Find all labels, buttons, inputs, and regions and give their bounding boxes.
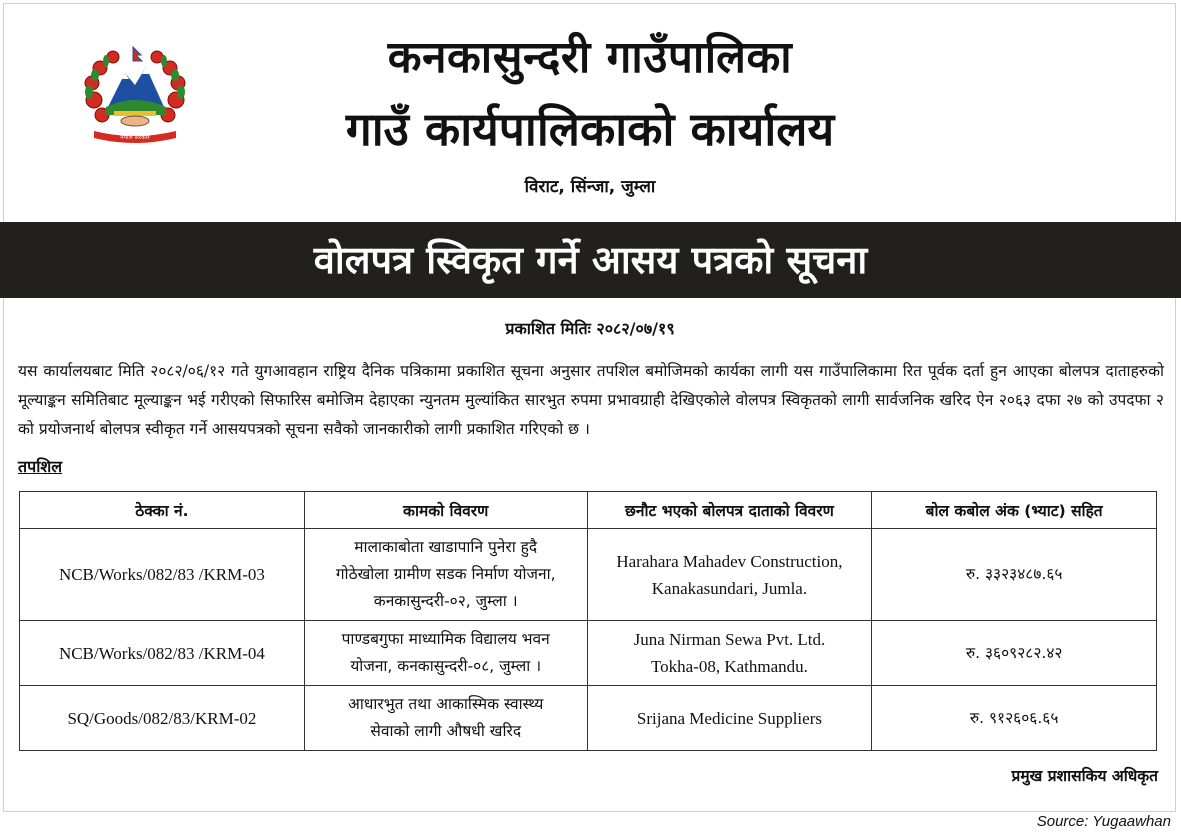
office-name: गाउँ कार्यपालिकाको कार्यालय (345, 102, 835, 156)
table-row (20, 686, 1157, 751)
svg-text:नेपाल सरकार: नेपाल सरकार (120, 134, 150, 141)
notice-title: वोलपत्र स्विकृत गर्ने आसय पत्रको सूचना (313, 238, 868, 282)
contract-no-cell: NCB/Works/082/83 /KRM-04 (20, 621, 305, 686)
bidder-line: Srijana Medicine Suppliers (636, 708, 822, 728)
bid-acceptance-table (19, 491, 1157, 751)
contract-no-cell: SQ/Goods/082/83/KRM-02 (20, 686, 305, 751)
published-date: प्रकाशित मितिः २०८२/०७/१९ (505, 319, 675, 338)
work-line: गोठेखोला ग्रामीण सडक निर्माण योजना, (335, 565, 556, 583)
work-description-cell (304, 621, 587, 686)
work-description-cell (304, 529, 587, 621)
bidder-line: Tokha-08, Kathmandu. (650, 657, 808, 676)
header-work-description: कामको विवरण (304, 492, 587, 529)
work-description-cell (304, 686, 587, 751)
work-line: मालाकाबोता खाडापानि पुनेरा हुदै (354, 538, 538, 556)
bidder-cell (587, 686, 872, 751)
signatory-title: प्रमुख प्रशासकिय अधिकृत (1011, 767, 1158, 785)
header-bid-amount: बोल कबोल अंक (भ्याट) सहित (872, 492, 1157, 529)
work-line: आधारभुत तथा आकास्मिक स्वास्थ्य (348, 695, 544, 713)
details-heading: तपशिल (18, 457, 63, 476)
amount-cell: रु. ३३२३४८७.६५ (872, 529, 1157, 621)
work-line: कनकासुन्दरी-०२, जुम्ला । (373, 592, 518, 610)
header-bidder-details: छनौट भएको बोलपत्र दाताको विवरण (587, 492, 872, 529)
bidder-cell (587, 621, 872, 686)
work-line: पाण्डबगुफा माध्यामिक विद्यालय भवन (341, 630, 550, 648)
source-credit: Source: Yugaawhan (1036, 813, 1171, 830)
office-address: विराट, सिंन्जा, जुम्ला (524, 177, 656, 197)
table-header-row (20, 492, 1157, 529)
bidder-line: Kanakasundari, Jumla. (651, 578, 808, 598)
municipality-name: कनकासुन्दरी गाउँपालिका (387, 32, 793, 83)
bidder-line: Juna Nirman Sewa Pvt. Ltd. (633, 630, 826, 649)
notice-title-banner (0, 222, 1181, 298)
work-line: योजना, कनकासुन्दरी-०८, जुम्ला । (350, 657, 542, 675)
amount-cell: रु. ९१२६०६.६५ (872, 686, 1157, 751)
table-row (20, 621, 1157, 686)
bidder-line: Harahara Mahadev Construction, (616, 551, 843, 571)
header-contract-no: ठेक्का नं. (20, 492, 305, 529)
amount-cell: रु. ३६०९२८२.४२ (872, 621, 1157, 686)
table-row (20, 529, 1157, 621)
nepal-government-emblem-icon (80, 45, 190, 145)
work-line: सेवाको लागी औषधी खरिद (370, 722, 522, 740)
contract-no-cell: NCB/Works/082/83 /KRM-03 (20, 529, 305, 621)
bidder-cell (587, 529, 872, 621)
notice-body: यस कार्यालयबाट मिति २०८२/०६/१२ गते युगआवहान राष्ट्रिय दैनिक पत्रिकामा प्रकाशित सूचना अनुसार तपशिल बमोजिमको कार्यका लागी यस गाउँपालिकामा रित पूर्वक दर्ता हुन आएका बोलपत्र दाताहरुको मूल्याङ्कन समितिबाट मूल्याङ्कन भई गरीएको सिफारिस बमोजिम देहाएका न्युनतम मुल्यांकित सारभुत रुपमा प्रभावग्राही देखिएकोले वोलपत्र स्विकृतको लागी सार्वजनिक खरिद ऐन २०६३ दफा २७ को उपदफा २ को प्रयोजनार्थ बोलपत्र स्वीकृत गर्ने आसयपत्रको सूचना सवैको जानकारीको लागी प्रकाशित गरिएको छ । (18, 362, 1164, 438)
